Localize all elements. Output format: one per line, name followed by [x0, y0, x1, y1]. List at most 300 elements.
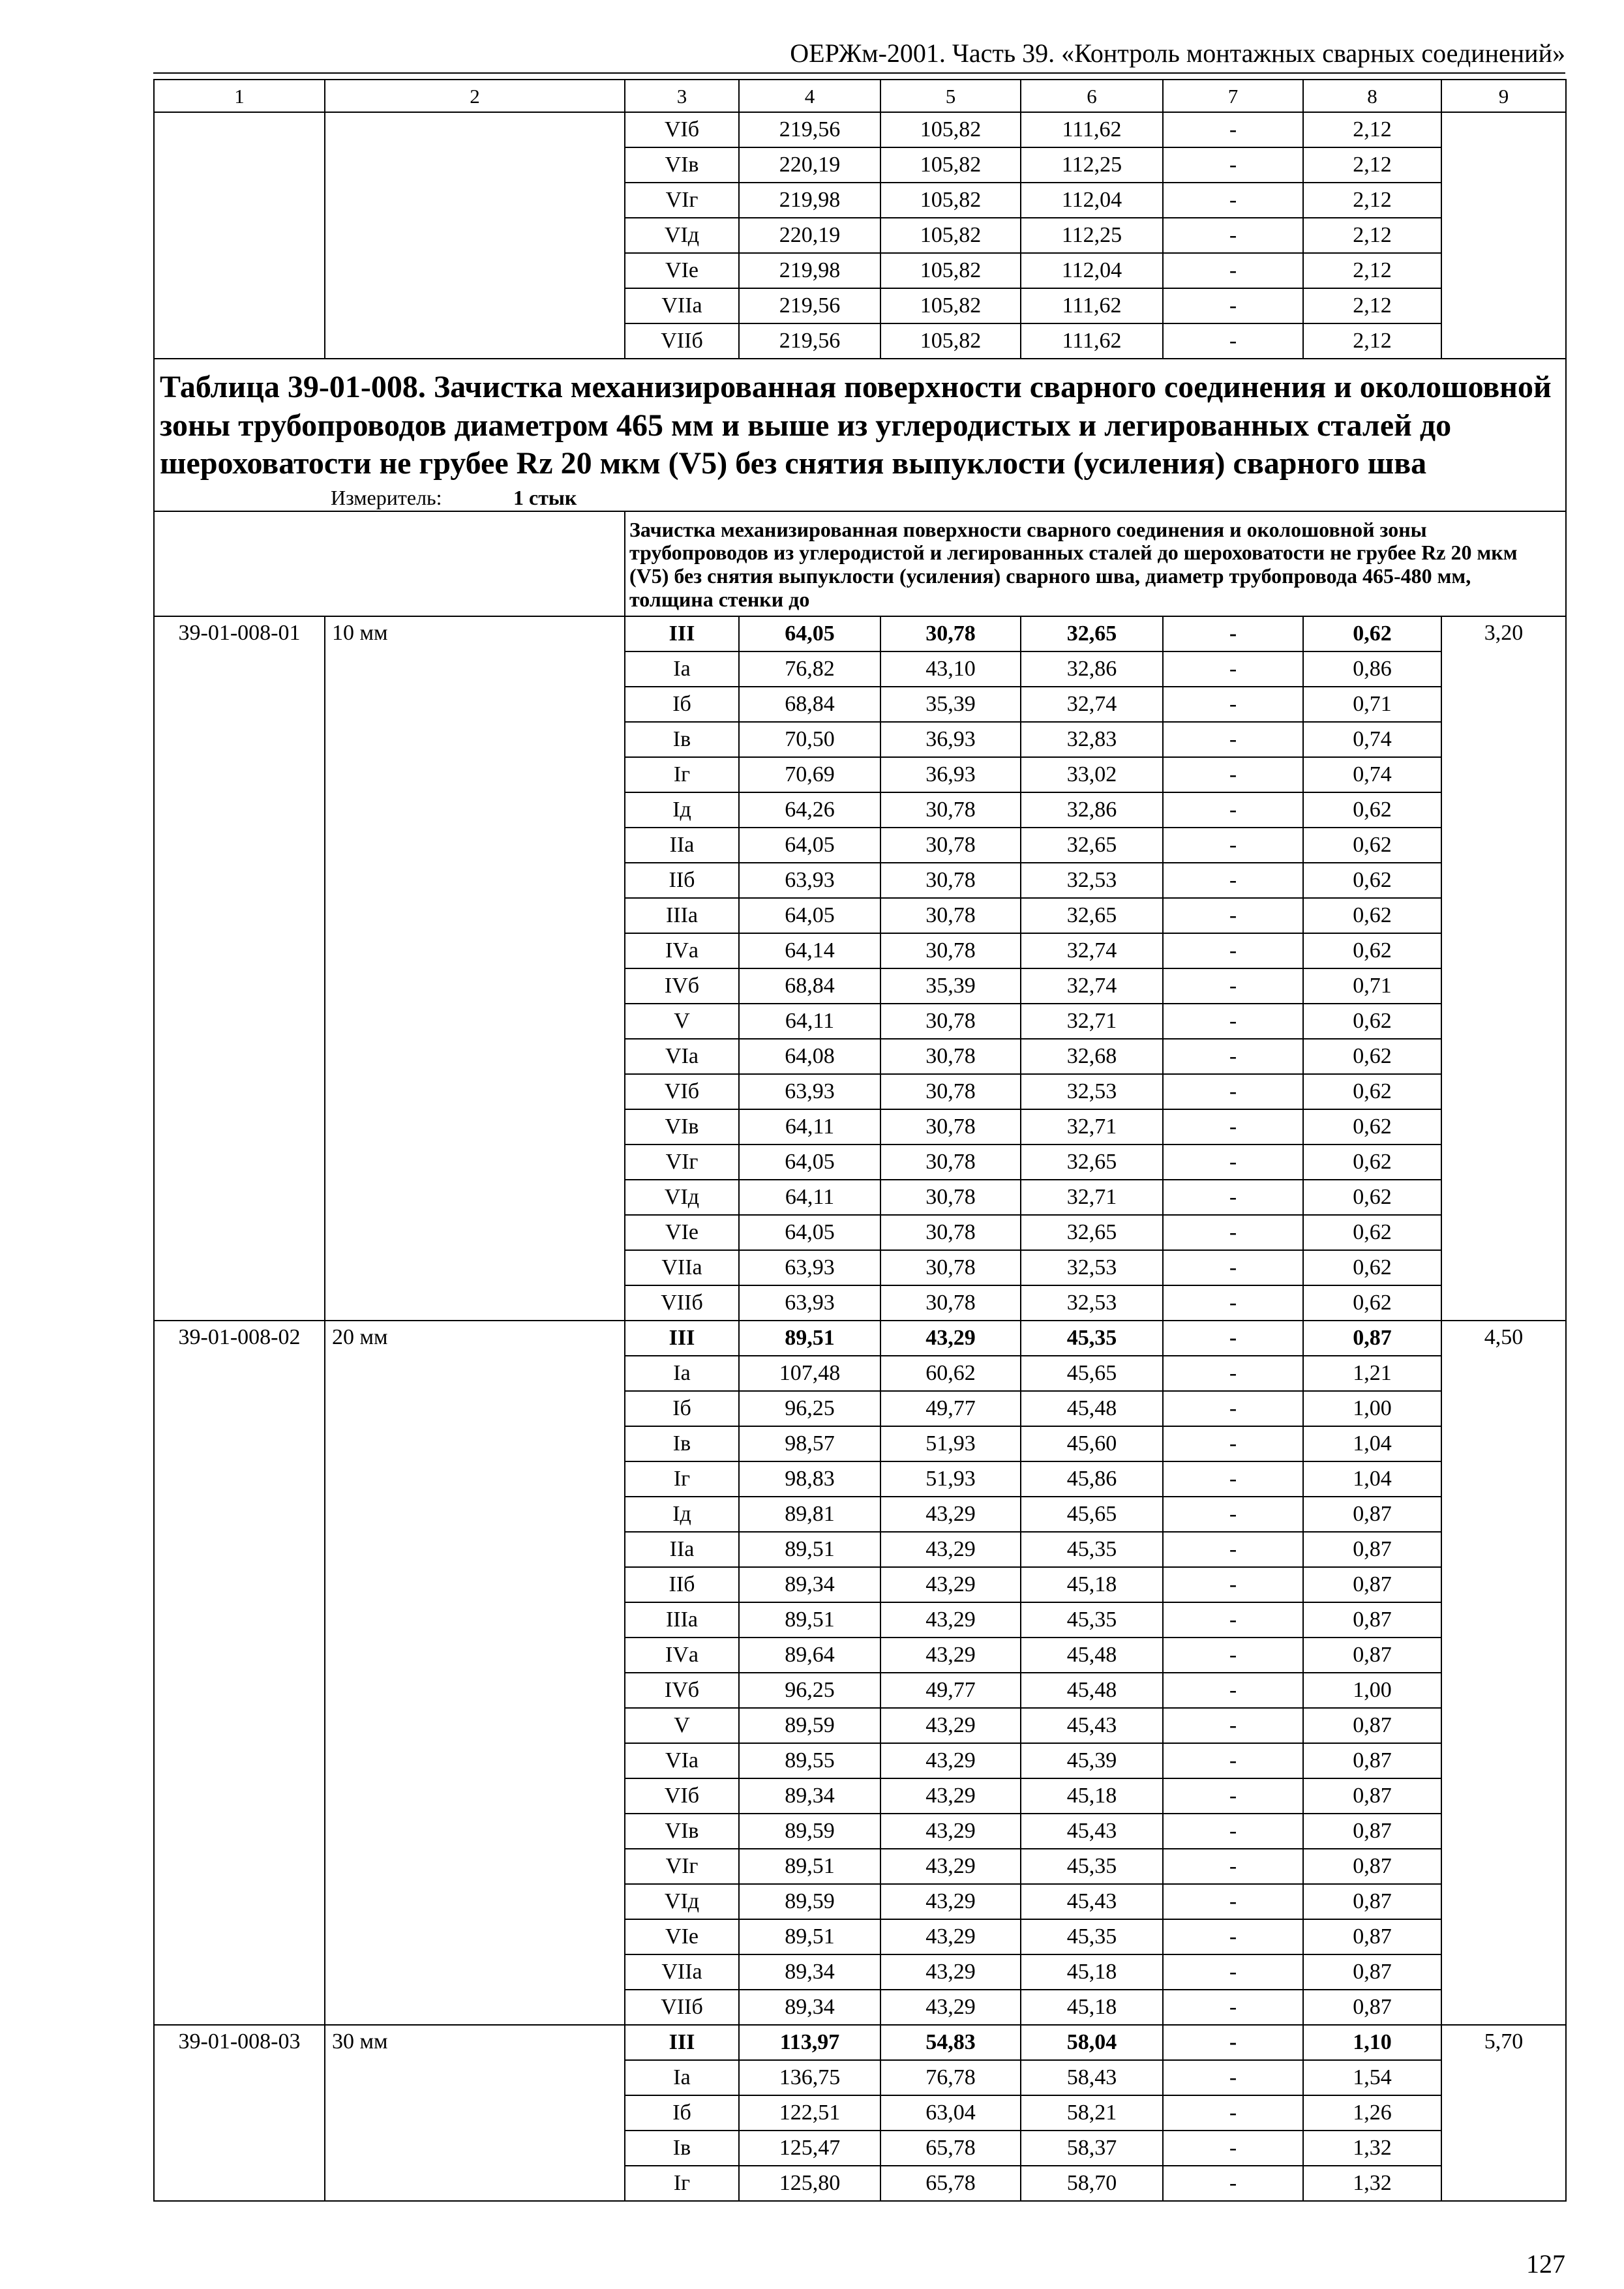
value-cell: 219,56: [739, 288, 880, 323]
value-cell: 45,43: [1021, 1814, 1163, 1849]
value-cell: 45,35: [1021, 1919, 1163, 1954]
value-cell: 63,93: [739, 1074, 880, 1109]
value-cell: -: [1163, 2131, 1303, 2166]
value-cell: 105,82: [880, 288, 1021, 323]
value-cell: -: [1163, 147, 1303, 183]
value-cell: 32,53: [1021, 1250, 1163, 1285]
description-row: [154, 511, 1566, 616]
value-cell: 68,84: [739, 687, 880, 722]
value-cell: 49,77: [880, 1391, 1021, 1426]
value-cell: 0,62: [1303, 1250, 1441, 1285]
category-cell: VIа: [625, 1743, 739, 1778]
col9-value-cell: 4,50: [1441, 1321, 1566, 2025]
category-cell: Iг: [625, 757, 739, 792]
value-cell: 43,29: [880, 1638, 1021, 1673]
value-cell: 32,74: [1021, 687, 1163, 722]
value-cell: 2,12: [1303, 288, 1441, 323]
value-cell: -: [1163, 2166, 1303, 2201]
category-cell: III: [625, 616, 739, 651]
value-cell: 0,87: [1303, 1532, 1441, 1567]
value-cell: 30,78: [880, 1074, 1021, 1109]
value-cell: 1,26: [1303, 2095, 1441, 2131]
value-cell: 32,65: [1021, 616, 1163, 651]
value-cell: -: [1163, 183, 1303, 218]
value-cell: 0,62: [1303, 1074, 1441, 1109]
value-cell: 30,78: [880, 1285, 1021, 1321]
value-cell: 32,83: [1021, 722, 1163, 757]
category-cell: IVа: [625, 933, 739, 968]
description-cell: [625, 511, 1566, 616]
value-cell: 43,29: [880, 1884, 1021, 1919]
value-cell: 1,04: [1303, 1426, 1441, 1461]
value-cell: 32,53: [1021, 1074, 1163, 1109]
value-cell: 96,25: [739, 1391, 880, 1426]
value-cell: 0,87: [1303, 1602, 1441, 1638]
value-cell: 105,82: [880, 323, 1021, 359]
value-cell: 0,74: [1303, 757, 1441, 792]
value-cell: 0,62: [1303, 1285, 1441, 1321]
value-cell: 70,50: [739, 722, 880, 757]
col9-cell: [1441, 112, 1566, 359]
value-cell: 32,53: [1021, 1285, 1163, 1321]
value-cell: -: [1163, 1638, 1303, 1673]
category-cell: VIв: [625, 147, 739, 183]
value-cell: -: [1163, 968, 1303, 1004]
category-cell: VIIа: [625, 288, 739, 323]
value-cell: -: [1163, 288, 1303, 323]
category-cell: Iб: [625, 1391, 739, 1426]
value-cell: -: [1163, 1849, 1303, 1884]
category-cell: IIб: [625, 1567, 739, 1602]
value-cell: 113,97: [739, 2025, 880, 2060]
category-cell: VIд: [625, 1884, 739, 1919]
description-text: Зачистка механизированная поверхности сварного соединения и околошовной зоны трубопроводов из углеродистой и легированных сталей до шероховатости не грубее Rz 20 мкм (V5) без снятия выпуклости (усиления) сварного шва, диаметр трубопровода 465-480 мм, толщина стенки до: [629, 517, 1518, 612]
table-row: [154, 2025, 1566, 2060]
value-cell: 63,93: [739, 863, 880, 898]
column-number-row: [154, 80, 1566, 112]
value-cell: 136,75: [739, 2060, 880, 2095]
value-cell: -: [1163, 1426, 1303, 1461]
category-cell: III: [625, 2025, 739, 2060]
category-cell: VIб: [625, 1074, 739, 1109]
value-cell: -: [1163, 323, 1303, 359]
value-cell: 0,87: [1303, 1567, 1441, 1602]
category-cell: VIIб: [625, 323, 739, 359]
category-cell: VIб: [625, 112, 739, 147]
value-cell: 36,93: [880, 722, 1021, 757]
value-cell: -: [1163, 1814, 1303, 1849]
value-cell: 43,29: [880, 1321, 1021, 1356]
value-cell: 1,00: [1303, 1673, 1441, 1708]
value-cell: 1,32: [1303, 2166, 1441, 2201]
measure-label: Измеритель:: [331, 485, 442, 509]
category-cell: IIа: [625, 828, 739, 863]
value-cell: 64,11: [739, 1180, 880, 1215]
value-cell: 0,87: [1303, 1497, 1441, 1532]
column-number-cell: 8: [1303, 80, 1441, 112]
value-cell: 220,19: [739, 218, 880, 253]
value-cell: 0,87: [1303, 1849, 1441, 1884]
value-cell: 1,00: [1303, 1391, 1441, 1426]
value-cell: 30,78: [880, 792, 1021, 828]
value-cell: 111,62: [1021, 323, 1163, 359]
value-cell: -: [1163, 1567, 1303, 1602]
value-cell: 89,34: [739, 1954, 880, 1990]
value-cell: 98,57: [739, 1426, 880, 1461]
value-cell: -: [1163, 1074, 1303, 1109]
value-cell: 30,78: [880, 1144, 1021, 1180]
category-cell: Iб: [625, 687, 739, 722]
value-cell: -: [1163, 2095, 1303, 2131]
value-cell: 45,48: [1021, 1638, 1163, 1673]
value-cell: 43,29: [880, 1567, 1021, 1602]
value-cell: 32,74: [1021, 933, 1163, 968]
column-number-cell: 2: [325, 80, 625, 112]
column-number-cell: 4: [739, 80, 880, 112]
value-cell: 64,11: [739, 1109, 880, 1144]
category-cell: Iг: [625, 2166, 739, 2201]
value-cell: -: [1163, 863, 1303, 898]
value-cell: 0,87: [1303, 1708, 1441, 1743]
value-cell: 0,62: [1303, 616, 1441, 651]
category-cell: IVа: [625, 1638, 739, 1673]
value-cell: -: [1163, 898, 1303, 933]
column-number-cell: 3: [625, 80, 739, 112]
value-cell: 43,29: [880, 1919, 1021, 1954]
column-number-cell: 9: [1441, 80, 1566, 112]
value-cell: 0,62: [1303, 1215, 1441, 1250]
rate-code-cell: 39-01-008-02: [154, 1321, 325, 2025]
value-cell: -: [1163, 1356, 1303, 1391]
value-cell: 105,82: [880, 218, 1021, 253]
category-cell: Iг: [625, 1461, 739, 1497]
value-cell: 43,29: [880, 1990, 1021, 2025]
value-cell: -: [1163, 616, 1303, 651]
value-cell: 60,62: [880, 1356, 1021, 1391]
value-cell: 43,29: [880, 1814, 1021, 1849]
value-cell: 65,78: [880, 2166, 1021, 2201]
value-cell: 30,78: [880, 933, 1021, 968]
value-cell: -: [1163, 1461, 1303, 1497]
value-cell: 45,35: [1021, 1602, 1163, 1638]
value-cell: -: [1163, 218, 1303, 253]
value-cell: 32,71: [1021, 1180, 1163, 1215]
value-cell: 33,02: [1021, 757, 1163, 792]
value-cell: 43,29: [880, 1954, 1021, 1990]
description-spacer: [154, 511, 625, 616]
rate-code-cell: 39-01-008-03: [154, 2025, 325, 2201]
value-cell: -: [1163, 1321, 1303, 1356]
value-cell: 89,64: [739, 1638, 880, 1673]
value-cell: 32,65: [1021, 1144, 1163, 1180]
value-cell: -: [1163, 1285, 1303, 1321]
value-cell: -: [1163, 828, 1303, 863]
value-cell: 89,51: [739, 1849, 880, 1884]
value-cell: -: [1163, 1180, 1303, 1215]
value-cell: 112,25: [1021, 218, 1163, 253]
value-cell: 32,71: [1021, 1109, 1163, 1144]
value-cell: 63,93: [739, 1250, 880, 1285]
value-cell: 0,87: [1303, 1778, 1441, 1814]
value-cell: -: [1163, 1743, 1303, 1778]
value-cell: -: [1163, 1391, 1303, 1426]
value-cell: 125,47: [739, 2131, 880, 2166]
value-cell: 58,70: [1021, 2166, 1163, 2201]
value-cell: 45,18: [1021, 1990, 1163, 2025]
value-cell: 45,48: [1021, 1673, 1163, 1708]
value-cell: 45,48: [1021, 1391, 1163, 1426]
value-cell: -: [1163, 1954, 1303, 1990]
value-cell: 105,82: [880, 183, 1021, 218]
category-cell: VIг: [625, 1849, 739, 1884]
value-cell: -: [1163, 1215, 1303, 1250]
value-cell: 219,56: [739, 112, 880, 147]
value-cell: 43,10: [880, 651, 1021, 687]
value-cell: -: [1163, 2025, 1303, 2060]
value-cell: 112,04: [1021, 183, 1163, 218]
value-cell: 32,74: [1021, 968, 1163, 1004]
value-cell: 105,82: [880, 112, 1021, 147]
value-cell: 65,78: [880, 2131, 1021, 2166]
value-cell: 64,05: [739, 898, 880, 933]
category-cell: VIIа: [625, 1250, 739, 1285]
category-cell: VIа: [625, 1039, 739, 1074]
category-cell: IIIа: [625, 1602, 739, 1638]
value-cell: -: [1163, 1602, 1303, 1638]
value-cell: 2,12: [1303, 218, 1441, 253]
section-title-cell: [154, 359, 1566, 511]
value-cell: 219,98: [739, 253, 880, 288]
value-cell: 43,29: [880, 1778, 1021, 1814]
wall-thickness-cell: 30 мм: [325, 2025, 625, 2201]
value-cell: 0,74: [1303, 722, 1441, 757]
value-cell: 107,48: [739, 1356, 880, 1391]
code-cell: [154, 112, 325, 359]
thickness-cell: [325, 112, 625, 359]
value-cell: -: [1163, 757, 1303, 792]
value-cell: 89,51: [739, 1602, 880, 1638]
value-cell: 2,12: [1303, 323, 1441, 359]
value-cell: 0,62: [1303, 792, 1441, 828]
value-cell: 1,04: [1303, 1461, 1441, 1497]
value-cell: 64,14: [739, 933, 880, 968]
value-cell: 70,69: [739, 757, 880, 792]
category-cell: Iд: [625, 1497, 739, 1532]
value-cell: 58,43: [1021, 2060, 1163, 2095]
value-cell: -: [1163, 792, 1303, 828]
value-cell: 89,59: [739, 1814, 880, 1849]
table-row: [154, 616, 1566, 651]
value-cell: 30,78: [880, 1215, 1021, 1250]
category-cell: VIIа: [625, 1954, 739, 1990]
value-cell: 30,78: [880, 1004, 1021, 1039]
wall-thickness-cell: 10 мм: [325, 616, 625, 1321]
value-cell: 49,77: [880, 1673, 1021, 1708]
value-cell: 112,25: [1021, 147, 1163, 183]
value-cell: 0,62: [1303, 828, 1441, 863]
value-cell: 89,51: [739, 1532, 880, 1567]
category-cell: Iа: [625, 2060, 739, 2095]
category-cell: Iб: [625, 2095, 739, 2131]
value-cell: 1,54: [1303, 2060, 1441, 2095]
category-cell: V: [625, 1708, 739, 1743]
column-number-cell: 6: [1021, 80, 1163, 112]
value-cell: 0,62: [1303, 1004, 1441, 1039]
value-cell: 0,71: [1303, 687, 1441, 722]
value-cell: 0,86: [1303, 651, 1441, 687]
value-cell: 98,83: [739, 1461, 880, 1497]
category-cell: VIг: [625, 1144, 739, 1180]
value-cell: -: [1163, 1532, 1303, 1567]
value-cell: 30,78: [880, 863, 1021, 898]
value-cell: 111,62: [1021, 112, 1163, 147]
value-cell: 2,12: [1303, 183, 1441, 218]
value-cell: 76,82: [739, 651, 880, 687]
value-cell: 0,87: [1303, 1743, 1441, 1778]
value-cell: 89,34: [739, 1990, 880, 2025]
value-cell: 32,65: [1021, 1215, 1163, 1250]
value-cell: 30,78: [880, 828, 1021, 863]
value-cell: 0,87: [1303, 1321, 1441, 1356]
value-cell: 30,78: [880, 1180, 1021, 1215]
rate-code-cell: 39-01-008-01: [154, 616, 325, 1321]
value-cell: 32,53: [1021, 863, 1163, 898]
value-cell: -: [1163, 687, 1303, 722]
value-cell: 30,78: [880, 1039, 1021, 1074]
value-cell: 0,71: [1303, 968, 1441, 1004]
value-cell: 43,29: [880, 1497, 1021, 1532]
category-cell: Iд: [625, 792, 739, 828]
value-cell: 45,43: [1021, 1708, 1163, 1743]
rates-table-body: [154, 80, 1566, 2201]
value-cell: 43,29: [880, 1602, 1021, 1638]
value-cell: 32,65: [1021, 828, 1163, 863]
value-cell: 45,18: [1021, 1567, 1163, 1602]
value-cell: 45,43: [1021, 1884, 1163, 1919]
value-cell: -: [1163, 1039, 1303, 1074]
value-cell: 89,81: [739, 1497, 880, 1532]
value-cell: 32,71: [1021, 1004, 1163, 1039]
value-cell: 45,39: [1021, 1743, 1163, 1778]
column-number-cell: 5: [880, 80, 1021, 112]
value-cell: 2,12: [1303, 112, 1441, 147]
category-cell: VIд: [625, 1180, 739, 1215]
category-cell: VIв: [625, 1814, 739, 1849]
value-cell: 0,87: [1303, 1990, 1441, 2025]
value-cell: 0,62: [1303, 1180, 1441, 1215]
running-header-title: ОЕРЖм-2001. Часть 39. «Контроль монтажных сварных соединений»: [790, 38, 1565, 68]
section-title: Таблица 39-01-008. Зачистка механизированная поверхности сварного соединения и околошовной зоны трубопроводов диаметром 465 мм и выше из углеродистых и легированных сталей до шероховатости не грубее Rz 20 мкм (V5) без снятия выпуклости (усиления) сварного шва: [160, 370, 1552, 481]
value-cell: 0,87: [1303, 1954, 1441, 1990]
value-cell: 0,62: [1303, 1144, 1441, 1180]
value-cell: -: [1163, 1708, 1303, 1743]
section-title-row: [154, 359, 1566, 511]
value-cell: 105,82: [880, 147, 1021, 183]
value-cell: 64,05: [739, 616, 880, 651]
value-cell: 58,04: [1021, 2025, 1163, 2060]
value-cell: -: [1163, 2060, 1303, 2095]
value-cell: 64,05: [739, 1144, 880, 1180]
value-cell: 0,62: [1303, 863, 1441, 898]
value-cell: 51,93: [880, 1426, 1021, 1461]
value-cell: 43,29: [880, 1743, 1021, 1778]
value-cell: 36,93: [880, 757, 1021, 792]
value-cell: 1,21: [1303, 1356, 1441, 1391]
value-cell: 64,08: [739, 1039, 880, 1074]
measure-line: [331, 487, 1560, 508]
value-cell: 32,65: [1021, 898, 1163, 933]
value-cell: -: [1163, 722, 1303, 757]
value-cell: -: [1163, 1778, 1303, 1814]
value-cell: -: [1163, 253, 1303, 288]
value-cell: 1,32: [1303, 2131, 1441, 2166]
value-cell: 30,78: [880, 898, 1021, 933]
value-cell: 2,12: [1303, 147, 1441, 183]
value-cell: 0,62: [1303, 1109, 1441, 1144]
value-cell: 112,04: [1021, 253, 1163, 288]
category-cell: IVб: [625, 1673, 739, 1708]
value-cell: 64,26: [739, 792, 880, 828]
category-cell: VIIб: [625, 1990, 739, 2025]
value-cell: 2,12: [1303, 253, 1441, 288]
value-cell: 35,39: [880, 687, 1021, 722]
value-cell: 45,86: [1021, 1461, 1163, 1497]
value-cell: 0,87: [1303, 1884, 1441, 1919]
value-cell: 89,59: [739, 1708, 880, 1743]
value-cell: 63,93: [739, 1285, 880, 1321]
category-cell: Iа: [625, 1356, 739, 1391]
value-cell: 111,62: [1021, 288, 1163, 323]
value-cell: 45,65: [1021, 1497, 1163, 1532]
category-cell: VIб: [625, 1778, 739, 1814]
value-cell: 68,84: [739, 968, 880, 1004]
value-cell: 58,37: [1021, 2131, 1163, 2166]
value-cell: 30,78: [880, 616, 1021, 651]
value-cell: 45,65: [1021, 1356, 1163, 1391]
category-cell: VIе: [625, 253, 739, 288]
value-cell: 0,87: [1303, 1919, 1441, 1954]
value-cell: -: [1163, 1004, 1303, 1039]
value-cell: 89,55: [739, 1743, 880, 1778]
value-cell: 43,29: [880, 1532, 1021, 1567]
value-cell: 64,11: [739, 1004, 880, 1039]
value-cell: 0,87: [1303, 1638, 1441, 1673]
value-cell: -: [1163, 651, 1303, 687]
value-cell: -: [1163, 1497, 1303, 1532]
value-cell: 219,98: [739, 183, 880, 218]
value-cell: -: [1163, 1673, 1303, 1708]
value-cell: 32,86: [1021, 792, 1163, 828]
value-cell: -: [1163, 112, 1303, 147]
category-cell: VIв: [625, 1109, 739, 1144]
value-cell: -: [1163, 1144, 1303, 1180]
rates-table: [153, 79, 1567, 2202]
page-number: 127: [1526, 2249, 1565, 2279]
value-cell: -: [1163, 1250, 1303, 1285]
category-cell: VIд: [625, 218, 739, 253]
category-cell: Iв: [625, 722, 739, 757]
col9-value-cell: 5,70: [1441, 2025, 1566, 2201]
value-cell: 63,04: [880, 2095, 1021, 2131]
value-cell: -: [1163, 1919, 1303, 1954]
value-cell: -: [1163, 1109, 1303, 1144]
value-cell: -: [1163, 1884, 1303, 1919]
value-cell: 32,86: [1021, 651, 1163, 687]
header-divider: [153, 72, 1565, 74]
category-cell: IVб: [625, 968, 739, 1004]
category-cell: VIг: [625, 183, 739, 218]
category-cell: VIе: [625, 1919, 739, 1954]
